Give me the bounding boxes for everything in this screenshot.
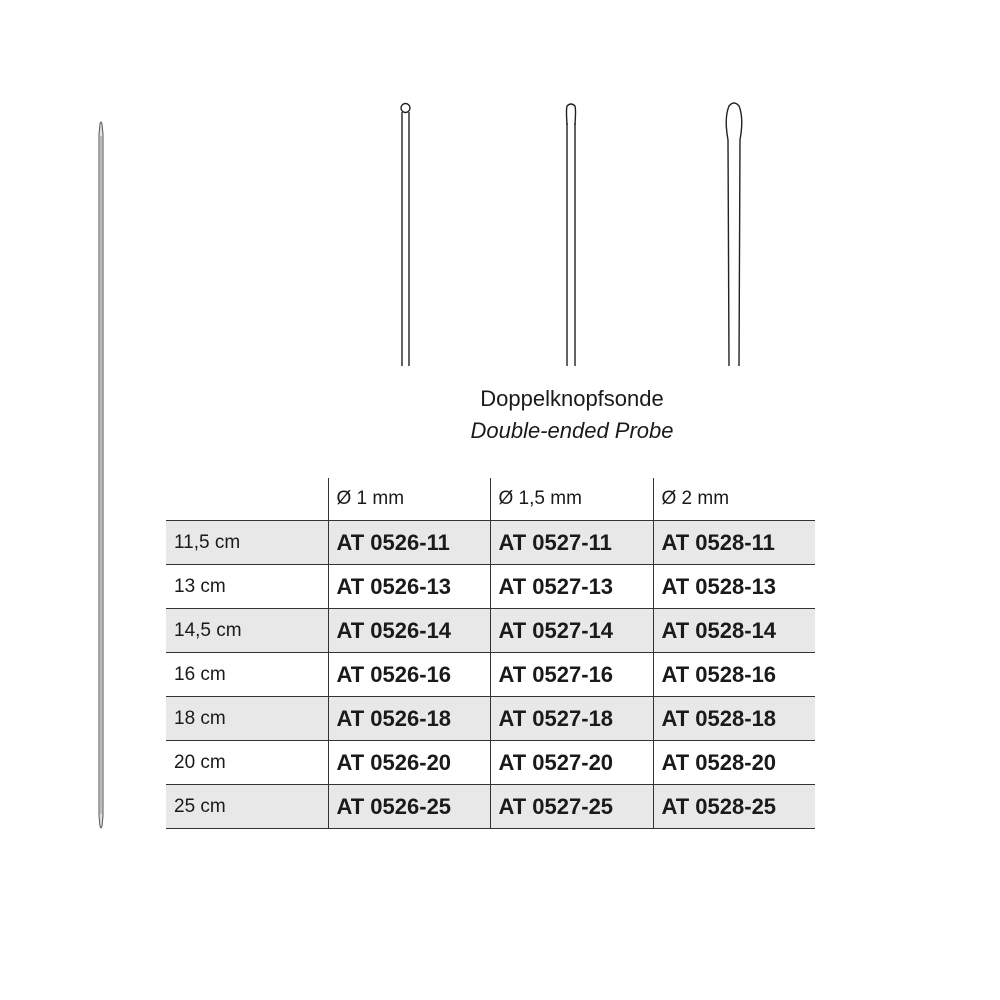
article-code: AT 0528-11 [653,521,815,565]
article-code: AT 0528-16 [653,653,815,697]
header-blank-cell [166,478,328,521]
article-number-table [166,478,815,829]
table-row [166,565,815,609]
header-diameter-2mm: Ø 2 mm [653,478,815,521]
article-code: AT 0527-18 [490,697,653,741]
article-code: AT 0528-20 [653,741,815,785]
tip-detail-1-5mm [566,104,576,366]
article-code: AT 0527-13 [490,565,653,609]
article-code: AT 0526-20 [328,741,490,785]
article-code: AT 0528-25 [653,785,815,829]
article-code: AT 0526-18 [328,697,490,741]
article-code: AT 0528-13 [653,565,815,609]
table-header-row [166,478,815,521]
article-code: AT 0527-20 [490,741,653,785]
row-length: 25 cm [166,785,328,829]
row-length: 14,5 cm [166,609,328,653]
table-row [166,785,815,829]
row-length: 20 cm [174,751,226,773]
tip-detail-2mm [726,103,742,366]
header-diameter-1-5mm: Ø 1,5 mm [490,478,653,521]
article-code: AT 0526-11 [328,521,490,565]
article-code: AT 0528-18 [653,697,815,741]
table-row [166,741,815,785]
article-code: AT 0527-11 [490,521,653,565]
article-code: AT 0527-16 [490,653,653,697]
table-row [166,609,815,653]
table-row [166,653,815,697]
article-code: AT 0527-14 [490,609,653,653]
article-code: AT 0526-25 [328,785,490,829]
product-title-german: Doppelknopfsonde [480,386,664,411]
row-length: 13 cm [174,575,226,597]
product-title-english: Double-ended Probe [470,418,674,443]
article-code: AT 0527-25 [490,785,653,829]
row-length: 11,5 cm [166,521,328,565]
table-row [166,521,815,565]
article-code: AT 0526-13 [328,565,490,609]
article-code: AT 0528-14 [653,609,815,653]
tip-detail-1mm [401,104,410,367]
header-diameter-1mm: Ø 1 mm [328,478,490,521]
table-row [166,697,815,741]
row-length: 18 cm [166,697,328,741]
row-length: 16 cm [174,663,226,685]
article-code: AT 0526-16 [328,653,490,697]
article-code: AT 0526-14 [328,609,490,653]
